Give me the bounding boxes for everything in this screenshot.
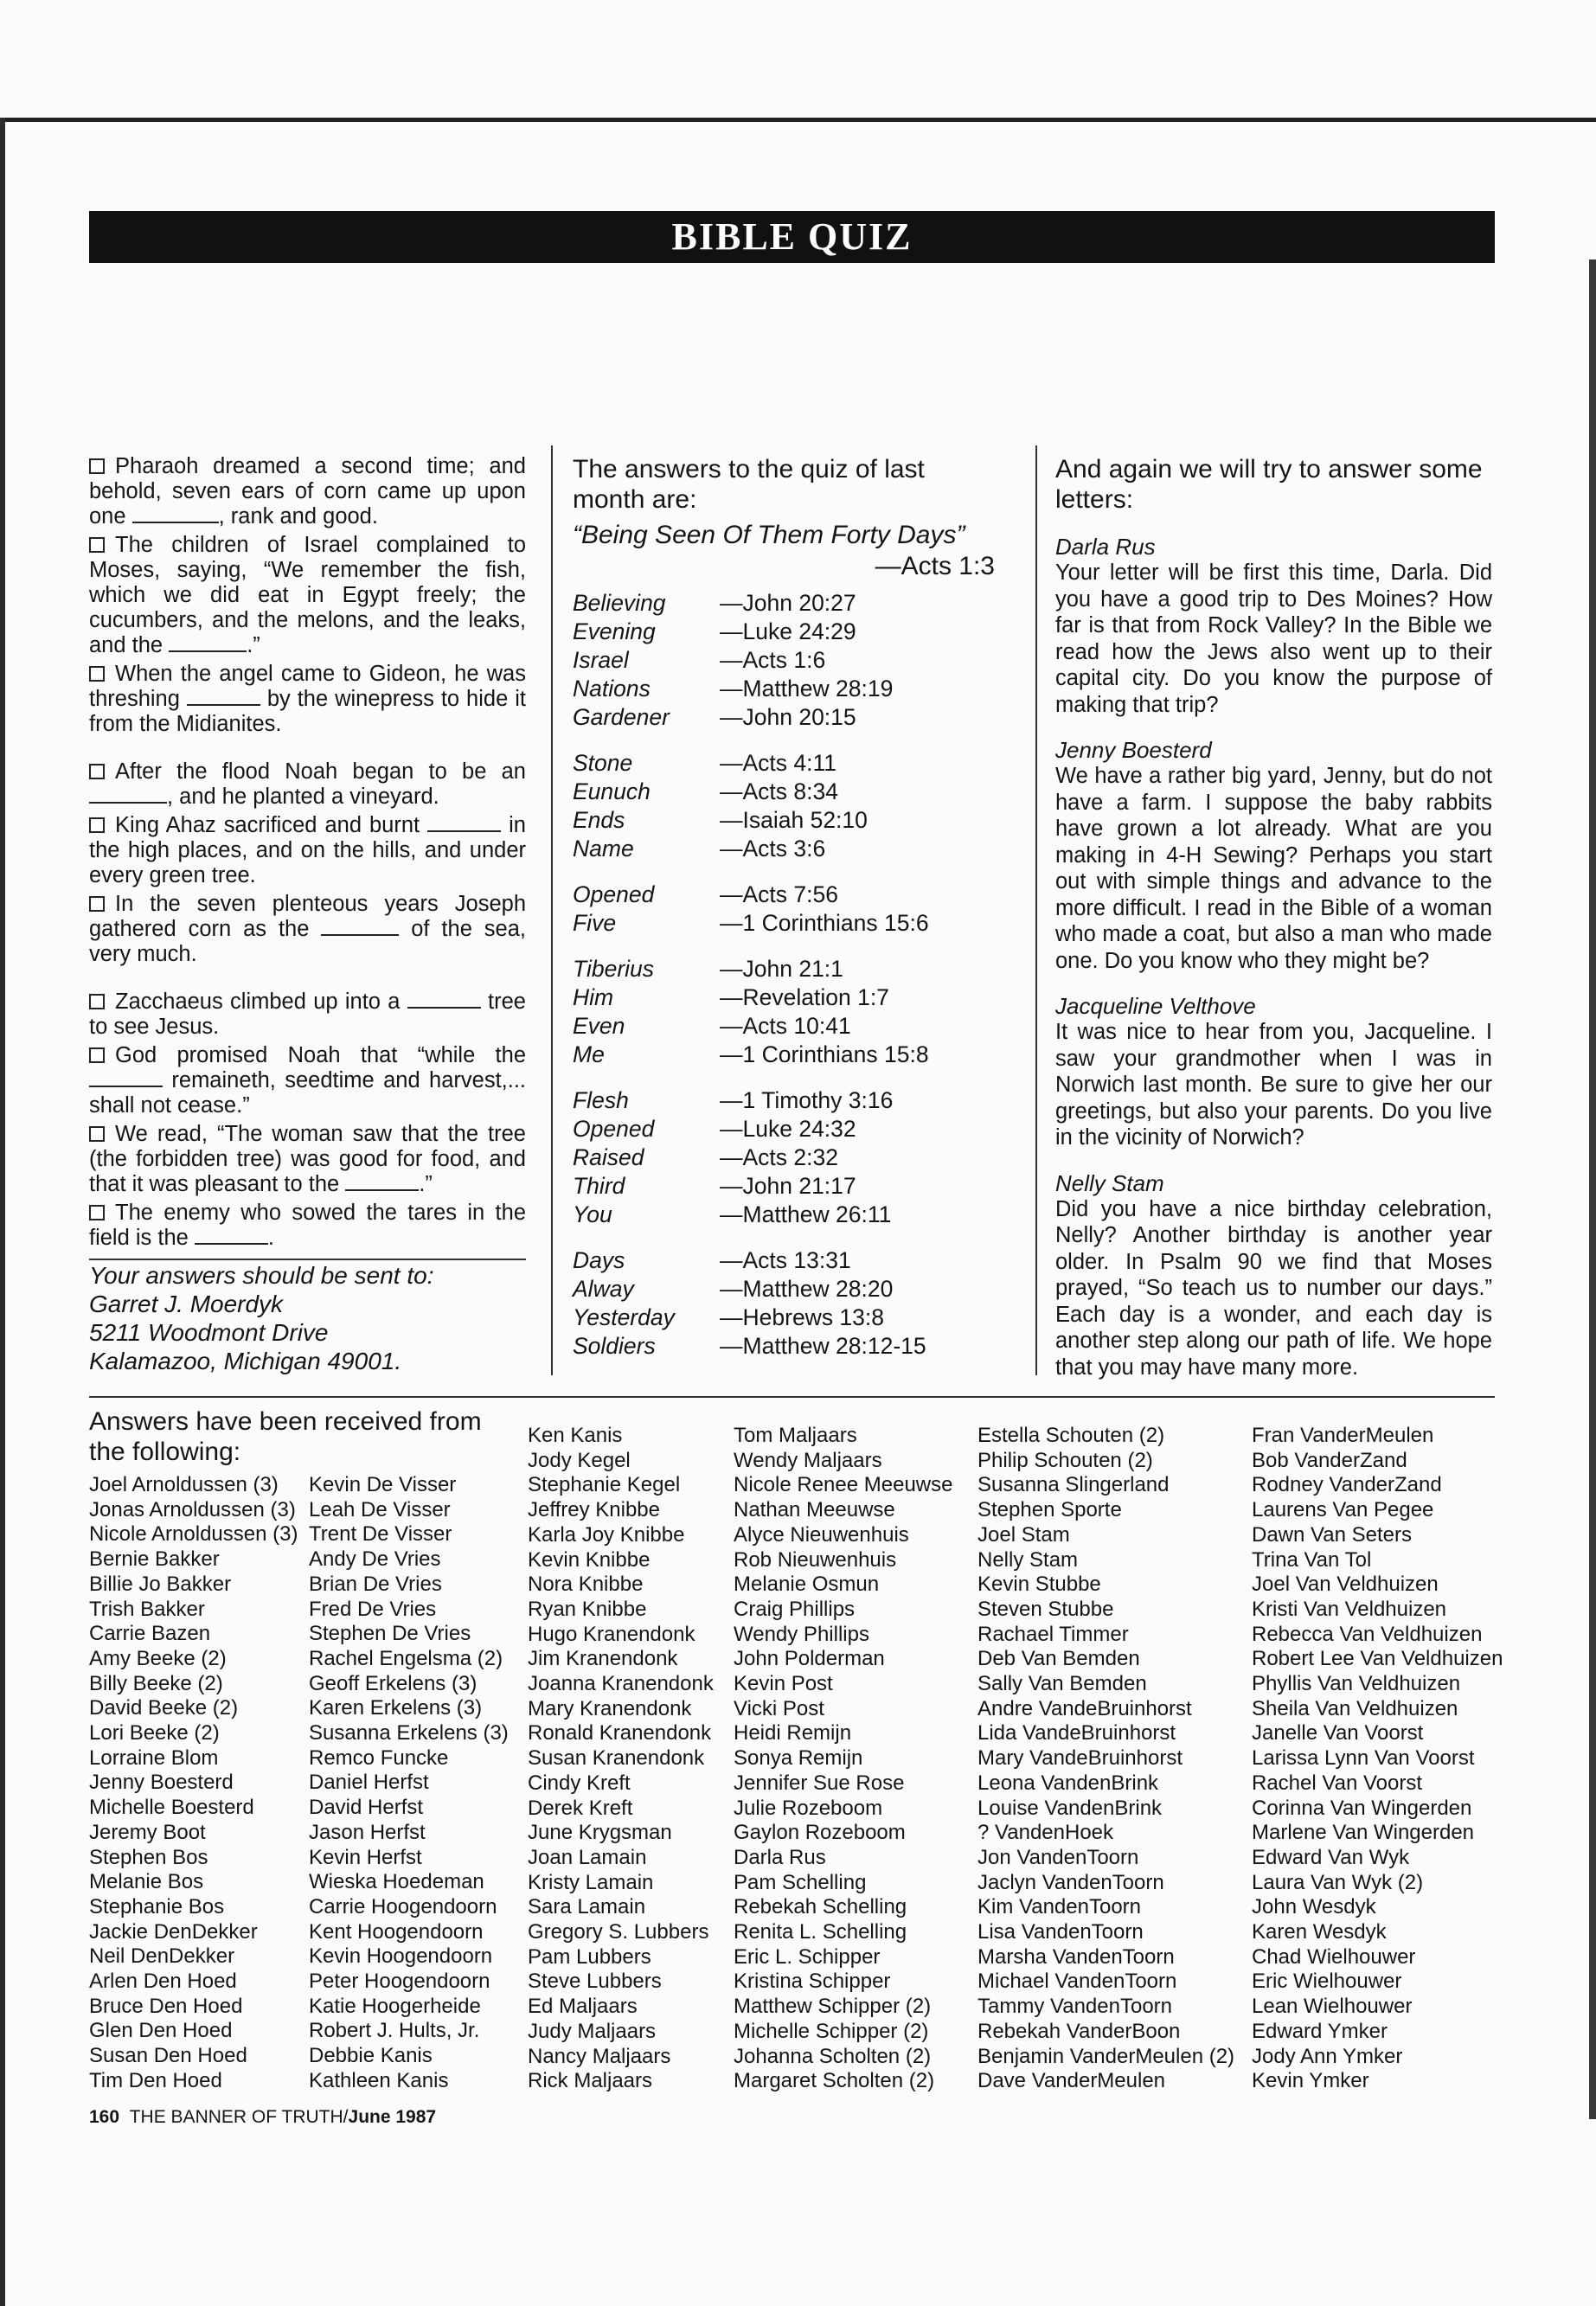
checkbox[interactable] (89, 817, 105, 833)
respondent-name: David Herfst (309, 1796, 424, 1820)
respondent-name: Jim Kranendonk (528, 1647, 678, 1671)
respondent-name: Eric L. Schipper (734, 1944, 881, 1969)
answer-blank (321, 919, 399, 936)
respondent-name: Rebekah VanderBoon (977, 2019, 1181, 2043)
answer-blank (89, 1070, 163, 1087)
respondent-name: Ed Maljaars (528, 1995, 638, 2019)
respondent-name: Robert J. Hults, Jr. (309, 2019, 480, 2043)
respondent-name: Carrie Hoogendoorn (309, 1894, 497, 1918)
issue-date: June 1987 (348, 2107, 437, 2127)
respondent-name: Bernie Bakker (89, 1547, 220, 1572)
answer-group (573, 589, 995, 732)
respondent-name: Fran VanderMeulen (1252, 1424, 1434, 1447)
respondent-name: Estella Schouten (2) (977, 1424, 1165, 1447)
respondent-name: Trina Van Tol (1252, 1547, 1372, 1572)
top-border (0, 118, 1596, 122)
answer-row: Raised —Acts 2:32 (573, 1144, 838, 1170)
answer-row: Days —Acts 13:31 (573, 1247, 851, 1273)
respondent-name: Trent De Visser (309, 1522, 452, 1547)
respondent-name: David Beeke (2) (89, 1696, 239, 1720)
question: Zacchaeus climbed up into a tree to see Jesus. (89, 990, 526, 1039)
respondent-name: Mary VandeBruinhorst (977, 1746, 1183, 1771)
section-divider (89, 1396, 1495, 1398)
respondent-name: Louise VandenBrink (977, 1796, 1163, 1820)
respondent-name: Lisa VandenToorn (977, 1920, 1144, 1944)
respondent-name: Rebecca Van Veldhuizen (1252, 1622, 1483, 1646)
respondent-name: Steven Stubbe (977, 1597, 1114, 1621)
page-title: BIBLE QUIZ (89, 211, 1495, 263)
respondent-name: Glen Den Hoed (89, 2019, 233, 2043)
checkbox[interactable] (89, 764, 105, 779)
answer-row: Israel —Acts 1:6 (573, 647, 826, 673)
checkbox[interactable] (89, 666, 105, 682)
respondent-name: Gaylon Rozeboom (734, 1821, 906, 1845)
respondent-name: Kevin Stubbe (977, 1573, 1101, 1597)
respondent-name: Joel Van Veldhuizen (1252, 1573, 1439, 1597)
respondent-name: Kathleen Kanis (309, 2068, 449, 2092)
respondent-name: Laurens Van Pegee (1252, 1498, 1434, 1522)
respondent-name: Michelle Boesterd (89, 1796, 254, 1820)
respondent-name: Darla Rus (734, 1845, 826, 1869)
respondent-name: Johanna Scholten (2) (734, 2044, 932, 2068)
respondent-name: Margaret Scholten (2) (734, 2069, 935, 2093)
letter-text: It was nice to hear from you, Jacqueline. I saw your grandmother when I was in Norwich last month. Be sure to give her our greetings, but also your parents. Do you live in the vicinity of Norwich? (1055, 1020, 1492, 1150)
respondent-name: Jon VandenToorn (977, 1845, 1139, 1869)
checkbox[interactable] (89, 994, 105, 1009)
respondent-name: Stephanie Bos (89, 1894, 225, 1918)
respondent-name: Laura Van Wyk (2) (1252, 1870, 1424, 1894)
respondent-name: Hugo Kranendonk (528, 1622, 695, 1646)
respondent-name: Matthew Schipper (2) (734, 1995, 932, 2019)
respondent-name: Andy De Vries (309, 1547, 441, 1572)
respondent-name: Joan Lamain (528, 1845, 647, 1869)
answer-row: Me —1 Corinthians 15:8 (573, 1041, 929, 1067)
mailing-address: Your answers should be sent to: Garret J. Moerdyk 5211 Woodmont Drive Kalamazoo, Michigan 49001. (89, 1262, 434, 1374)
letter-recipient: Jacqueline Velthove (1055, 993, 1256, 1019)
respondent-name: Craig Phillips (734, 1597, 856, 1621)
respondent-name: Joanna Kranendonk (528, 1672, 714, 1696)
respondent-name: Jason Herfst (309, 1820, 426, 1844)
respondent-name: Amy Beeke (2) (89, 1646, 227, 1670)
respondent-name: Rodney VanderZand (1252, 1473, 1442, 1497)
checkbox[interactable] (89, 458, 105, 474)
respondent-name: Melanie Bos (89, 1870, 204, 1894)
respondent-name: ? VandenHoek (977, 1821, 1114, 1845)
respondent-name: Sheila Van Veldhuizen (1252, 1696, 1458, 1720)
respondent-name: Billie Jo Bakker (89, 1572, 232, 1596)
respondent-name: Tim Den Hoed (89, 2068, 222, 2092)
respondent-name: Ryan Knibbe (528, 1597, 647, 1621)
respondent-name: Steve Lubbers (528, 1970, 662, 1994)
respondent-name: Andre VandeBruinhorst (977, 1696, 1192, 1720)
answer-blank (407, 991, 481, 1009)
respondent-name: Deb Van Bemden (977, 1647, 1140, 1671)
answer-row: Five —1 Corinthians 15:6 (573, 910, 929, 936)
answer-group (573, 955, 995, 1069)
respondent-name: Kevin Hoogendoorn (309, 1944, 493, 1969)
letter (1055, 737, 1492, 974)
respondent-name: Jeremy Boot (89, 1820, 206, 1844)
respondent-name: Stephen Sporte (977, 1498, 1122, 1522)
respondent-name: Rebekah Schelling (734, 1895, 907, 1919)
names-column (89, 1473, 298, 2094)
respondent-name: Kent Hoogendoorn (309, 1919, 484, 1944)
checkbox[interactable] (89, 1047, 105, 1063)
respondent-name: Cindy Kreft (528, 1771, 631, 1795)
respondent-name: Wendy Phillips (734, 1622, 869, 1646)
respondent-name: Marsha VandenToorn (977, 1944, 1175, 1969)
respondent-name: Rick Maljaars (528, 2069, 653, 2093)
respondent-name: Jeffrey Knibbe (528, 1498, 660, 1522)
page-footer (89, 2106, 436, 2129)
letter-recipient: Nelly Stam (1055, 1169, 1164, 1196)
respondent-name: Mary Kranendonk (528, 1696, 692, 1720)
answer-group (573, 881, 995, 938)
respondent-name: Benjamin VanderMeulen (2) (977, 2044, 1235, 2068)
respondent-name: Renita L. Schelling (734, 1920, 907, 1944)
respondent-name: Brian De Vries (309, 1572, 442, 1596)
respondent-name: Nora Knibbe (528, 1573, 644, 1597)
respondent-name: Larissa Lynn Van Voorst (1252, 1746, 1475, 1771)
question: King Ahaz sacrificed and burnt in the high places, and on the hills, and under every green tree. (89, 813, 526, 887)
answer-group (573, 749, 995, 863)
respondent-name: Corinna Van Wingerden (1252, 1796, 1472, 1820)
letter (1055, 534, 1492, 718)
quiz-questions (89, 454, 526, 1254)
respondent-name: Sonya Remijn (734, 1746, 863, 1771)
letter-recipient: Jenny Boesterd (1055, 737, 1212, 763)
respondent-name: John Polderman (734, 1647, 885, 1671)
respondent-name: Trish Bakker (89, 1597, 205, 1621)
respondent-name: Kristi Van Veldhuizen (1252, 1597, 1447, 1621)
question: Pharaoh dreamed a second time; and behold, seven ears of corn came up upon one , rank and good. (89, 454, 526, 528)
letter-text: Your letter will be first this time, Darla. Did you have a good trip to Des Moines? How far is that from Rock Valley? In the Bible we read how the Jews also went up to their capital city. Do you know the purpose of making that trip? (1055, 560, 1492, 717)
respondent-name: Kevin Herfst (309, 1845, 422, 1869)
respondent-name: Kim VandenToorn (977, 1895, 1141, 1919)
respondent-name: Karen Erkelens (3) (309, 1696, 483, 1720)
respondent-name: Rachael Timmer (977, 1622, 1129, 1646)
respondent-name: Jaclyn VandenToorn (977, 1870, 1164, 1894)
checkbox[interactable] (89, 1205, 105, 1220)
respondent-name: Lori Beeke (2) (89, 1721, 220, 1746)
respondent-name: Neil DenDekker (89, 1944, 235, 1969)
names-column (528, 1424, 714, 2094)
respondent-name: Edward Van Wyk (1252, 1845, 1410, 1869)
respondent-name: Geoff Erkelens (3) (309, 1671, 478, 1695)
respondent-name: Vicki Post (734, 1696, 824, 1720)
address-divider (89, 1259, 526, 1260)
names-column (309, 1473, 509, 2094)
answer-row: Him —Revelation 1:7 (573, 984, 889, 1010)
answer-blank (89, 786, 167, 804)
respondent-name: Alyce Nieuwenhuis (734, 1522, 909, 1547)
respondent-name: Nelly Stam (977, 1547, 1079, 1572)
letter-recipient: Darla Rus (1055, 534, 1156, 560)
question: God promised Noah that “while the remaineth, seedtime and harvest,... shall not cease.” (89, 1043, 526, 1118)
respondent-name: Susan Den Hoed (89, 2044, 247, 2068)
respondent-name: Heidi Remijn (734, 1721, 852, 1746)
letter (1055, 1170, 1492, 1381)
respondent-name: Phyllis Van Veldhuizen (1252, 1672, 1461, 1696)
respondent-name: Lorraine Blom (89, 1746, 219, 1770)
respondent-name: Arlen Den Hoed (89, 1970, 237, 1994)
respondent-name: Philip Schouten (2) (977, 1448, 1153, 1472)
respondent-name: Pam Schelling (734, 1870, 867, 1894)
answer-row: You —Matthew 26:11 (573, 1201, 892, 1227)
respondent-name: Daniel Herfst (309, 1771, 429, 1795)
respondent-name: Carrie Bazen (89, 1622, 211, 1646)
question: The children of Israel complained to Moses, saying, “We remember the fish, which we did eat in Egypt freely; the cucumbers, and the melons, and the leaks, and the .” (89, 533, 526, 657)
respondent-name: Pam Lubbers (528, 1944, 651, 1969)
respondent-name: Karla Joy Knibbe (528, 1522, 685, 1547)
respondent-name: Bruce Den Hoed (89, 1994, 243, 2018)
respondent-name: Dawn Van Seters (1252, 1522, 1412, 1547)
names-column (734, 1424, 952, 2094)
respondent-name: Kevin Knibbe (528, 1547, 651, 1572)
respondent-name: Katie Hoogerheide (309, 1994, 481, 2018)
answer-group (573, 1086, 995, 1229)
names-column (1252, 1424, 1503, 2094)
respondent-name: Jody Ann Ymker (1252, 2044, 1403, 2068)
respondent-name: Susan Kranendonk (528, 1746, 705, 1771)
respondent-name: Wendy Maljaars (734, 1448, 882, 1472)
respondent-name: Judy Maljaars (528, 2019, 657, 2043)
respondent-name: Rachel Van Voorst (1252, 1771, 1423, 1795)
answer-row: Believing —John 20:27 (573, 590, 856, 616)
respondent-name: Lean Wielhouwer (1252, 1995, 1413, 2019)
column-divider (551, 445, 553, 1375)
respondent-name: Stephanie Kegel (528, 1473, 681, 1497)
answer-row: Flesh —1 Timothy 3:16 (573, 1087, 894, 1113)
respondent-name: Stephen Bos (89, 1845, 208, 1869)
respondent-name: Leah De Visser (309, 1497, 451, 1521)
answer-row: Opened —Acts 7:56 (573, 881, 838, 907)
question: When the angel came to Gideon, he was threshing by the winepress to hide it from the Midianites. (89, 662, 526, 736)
answer-row: Soldiers —Matthew 28:12-15 (573, 1333, 926, 1359)
respondent-name: Jody Kegel (528, 1448, 631, 1472)
answer-row: Eunuch —Acts 8:34 (573, 778, 838, 804)
column-divider (1035, 445, 1037, 1375)
right-edge (1589, 259, 1596, 2119)
respondent-name: Dave VanderMeulen (977, 2069, 1166, 2093)
letters-section (1055, 454, 1492, 1380)
page-number: 160 (89, 2107, 120, 2127)
answer-blank (427, 815, 501, 832)
answer-row: Evening —Luke 24:29 (573, 618, 856, 644)
respondent-name: Fred De Vries (309, 1597, 437, 1621)
respondent-name: Kevin Post (734, 1672, 833, 1696)
respondent-name: Robert Lee Van Veldhuizen (1252, 1647, 1503, 1671)
respondent-name: Michael VandenToorn (977, 1970, 1177, 1994)
letter (1055, 993, 1492, 1151)
respondent-name: Kevin De Visser (309, 1473, 457, 1496)
respondent-name: Bob VanderZand (1252, 1448, 1407, 1472)
answer-row: Alway —Matthew 28:20 (573, 1276, 894, 1302)
respondent-name: Derek Kreft (528, 1796, 633, 1820)
answer-blank (195, 1227, 268, 1245)
publication-name: THE BANNER OF TRUTH/ (129, 2107, 349, 2127)
names-column (977, 1424, 1234, 2094)
answer-group (573, 1246, 995, 1361)
checkbox[interactable] (89, 896, 105, 912)
respondent-name: Susanna Erkelens (3) (309, 1721, 509, 1746)
respondent-name: Tom Maljaars (734, 1424, 857, 1447)
last-month-answers (573, 454, 995, 1361)
respondent-name: Jenny Boesterd (89, 1771, 234, 1795)
respondent-name: Gregory S. Lubbers (528, 1920, 709, 1944)
respondent-name: Marlene Van Wingerden (1252, 1821, 1475, 1845)
answer-blank (132, 506, 219, 523)
respondent-name: Ken Kanis (528, 1424, 623, 1447)
answer-row: Third —John 21:17 (573, 1173, 856, 1199)
respondent-name: Julie Rozeboom (734, 1796, 883, 1820)
respondent-name: Rob Nieuwenhuis (734, 1547, 897, 1572)
answer-row: Stone —Acts 4:11 (573, 750, 837, 776)
respondent-name: Joel Arnoldussen (3) (89, 1473, 279, 1496)
question: The enemy who sowed the tares in the field is the . (89, 1201, 526, 1250)
respondent-name: Chad Wielhouwer (1252, 1944, 1416, 1969)
respondent-name: Jennifer Sue Rose (734, 1771, 905, 1795)
respondent-name: Kristina Schipper (734, 1970, 891, 1994)
respondent-name: Peter Hoogendoorn (309, 1970, 490, 1994)
respondent-name: Remco Funcke (309, 1746, 449, 1770)
respondent-name: Sally Van Bemden (977, 1672, 1147, 1696)
respondent-name: Tammy VandenToorn (977, 1995, 1172, 2019)
respondent-name: Janelle Van Voorst (1252, 1721, 1424, 1746)
letter-text: We have a rather big yard, Jenny, but do not have a farm. I suppose the baby rabbits have grown a lot already. What are you making in 4-H Sewing? Perhaps you start out with simple things and advance to the more difficult. I read in the Bible of a woman who made a coat, but also a man who made one. Do you know who they might be? (1055, 764, 1492, 973)
respondent-name: Nicole Arnoldussen (3) (89, 1522, 298, 1547)
respondent-name: Lida VandeBruinhorst (977, 1721, 1176, 1746)
answers-quote-reference: —Acts 1:3 (875, 552, 995, 580)
letters-heading: And again we will try to answer some letters: (1055, 455, 1483, 514)
respondent-name: Jackie DenDekker (89, 1919, 258, 1944)
checkbox[interactable] (89, 537, 105, 553)
respondent-name: Susanna Slingerland (977, 1473, 1170, 1497)
respondent-name: Kristy Lamain (528, 1870, 654, 1894)
respondent-name: Debbie Kanis (309, 2044, 433, 2068)
question: We read, “The woman saw that the tree (the forbidden tree) was good for food, and that it was pleasant to the .” (89, 1122, 526, 1196)
question: After the flood Noah began to be an , and he planted a vineyard. (89, 759, 526, 810)
answer-row: Opened —Luke 24:32 (573, 1116, 856, 1142)
names-heading: Answers have been received from the following: (89, 1407, 482, 1466)
respondent-name: Kevin Ymker (1252, 2069, 1369, 2093)
respondent-name: John Wesdyk (1252, 1895, 1376, 1919)
respondent-name: Wieska Hoedeman (309, 1870, 484, 1894)
question: In the seven plenteous years Joseph gathered corn as the of the sea, very much. (89, 892, 526, 966)
respondent-name: Jonas Arnoldussen (3) (89, 1497, 296, 1521)
answer-blank (345, 1174, 419, 1191)
respondent-name: Melanie Osmun (734, 1573, 880, 1597)
answers-heading: The answers to the quiz of last month are: (573, 455, 925, 514)
answer-blank (187, 689, 260, 706)
respondent-name: Nicole Renee Meeuwse (734, 1473, 953, 1497)
respondent-name: Ronald Kranendonk (528, 1721, 712, 1746)
respondent-name: Eric Wielhouwer (1252, 1970, 1402, 1994)
respondent-name: Rachel Engelsma (2) (309, 1646, 503, 1670)
answer-blank (169, 635, 247, 652)
respondent-name: Stephen De Vries (309, 1622, 471, 1646)
letter-text: Did you have a nice birthday celebration, Nelly? Another birthday is another year older. In Psalm 90 we find that Moses prayed, “So teach us to number our days.” Each day is a wonder, and each day is another step along our path of life. We hope that you may have many more. (1055, 1196, 1492, 1380)
respondent-name: Karen Wesdyk (1252, 1920, 1387, 1944)
answer-row: Yesterday —Hebrews 13:8 (573, 1304, 885, 1330)
respondent-name: Nathan Meeuwse (734, 1498, 895, 1522)
answer-row: Even —Acts 10:41 (573, 1013, 851, 1039)
respondent-name: Michelle Schipper (2) (734, 2019, 929, 2043)
answer-row: Gardener —John 20:15 (573, 704, 856, 730)
respondent-name: Nancy Maljaars (528, 2044, 671, 2068)
respondent-name: June Krygsman (528, 1821, 672, 1845)
respondent-name: Edward Ymker (1252, 2019, 1388, 2043)
answer-row: Ends —Isaiah 52:10 (573, 807, 868, 833)
answer-row: Nations —Matthew 28:19 (573, 676, 894, 701)
answer-row: Tiberius —John 21:1 (573, 956, 843, 982)
answer-row: Name —Acts 3:6 (573, 836, 826, 862)
respondent-name: Leona VandenBrink (977, 1771, 1159, 1795)
respondent-name: Billy Beeke (2) (89, 1671, 223, 1695)
left-edge (0, 118, 5, 2306)
respondent-name: Sara Lamain (528, 1895, 646, 1919)
answers-quote: “Being Seen Of Them Forty Days” (573, 521, 965, 549)
respondent-name: Joel Stam (977, 1522, 1070, 1547)
checkbox[interactable] (89, 1126, 105, 1142)
